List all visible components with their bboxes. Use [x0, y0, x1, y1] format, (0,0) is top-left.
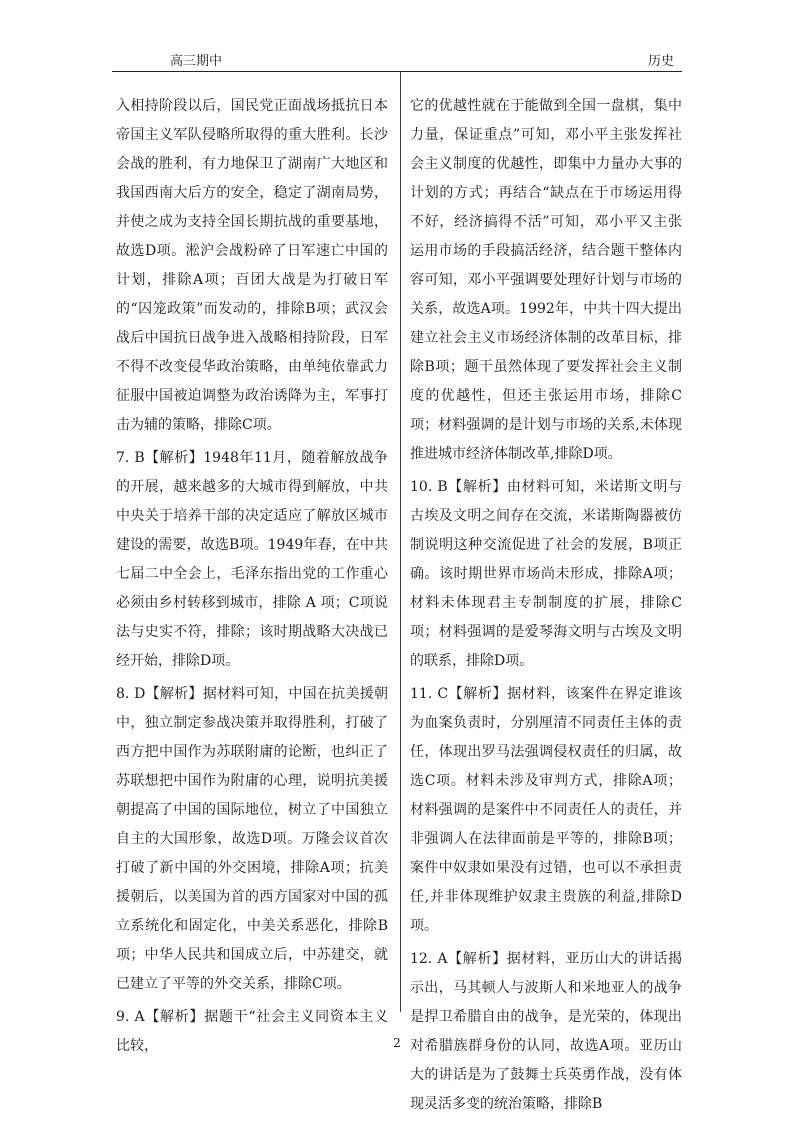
column-divider: [400, 72, 401, 1012]
right-column: [410, 92, 682, 1119]
answer-paragraph-9: 9. A【解析】据题干“社会主义同资本主义比较，: [116, 1009, 388, 1054]
page-header: [112, 50, 682, 70]
answer-paragraph-11: 11. C【解析】据材料，该案件在界定谁该为血案负责时，分别厘清不同责任主体的责任，体现出罗马法强调侵权责任的归属，故选C项。材料未涉及审判方式，排除A项；材料强调的是案件中不同责任人的责任，并非强调人在法律面前是平等的，排除B项；案件中奴隶如果没有过错，也可以不承担责任,并非体现维护奴隶主贵族的利益,排除D项。: [410, 686, 682, 934]
answer-paragraph-9-continued: 它的优越性就在于能做到全国一盘棋，集中力量，保证重点”可知，邓小平主张发挥社会主义制度的优越性，即集中力量办大事的计划的方式；再结合“缺点在于市场运用得不好，经济搞得不活”可知，邓小平又主张运用市场的手段搞活经济，结合题干整体内容可知，邓小平强调要处理好计划与市场的关系，故选A项。1992年，中共十四大提出建立社会主义市场经济体制的改革目标，排除B项；题干虽然体现了要发挥社会主义制度的优越性，但还主张运用市场，排除C项；材料强调的是计划与市场的关系,未体现推进城市经济体制改革,排除D项。: [410, 98, 682, 462]
page-number: 2: [393, 1036, 401, 1050]
answer-paragraph-8: 8. D【解析】据材料可知，中国在抗美援朝中，独立制定参战决策并取得胜利，打破了西方把中国作为苏联附庸的论断，也纠正了苏联想把中国作为附庸的心理，说明抗美援朝提高了中国的国际地位，树立了中国独立自主的大国形象，故选D项。万隆会议首次打破了新中国的外交困境，排除A项；抗美援朝后，以美国为首的西方国家对中国的孤立系统化和固定化，中美关系恶化，排除B项；中华人民共和国成立后，中苏建交，就已建立了平等的外交关系，排除C项。: [116, 686, 388, 992]
answer-paragraph-7: 7. B【解析】1948年11月，随着解放战争的开展，越来越多的大城市得到解放，中共中央关于培养干部的决定适应了解放区城市建设的需要，故选B项。1949年春，在中共七届二中全会上，毛泽东指出党的工作重心必须由乡村转移到城市，排除 A 项；C项说法与史实不符，排除；该时期战略大决战已经开始，排除D项。: [116, 450, 388, 669]
header-subject: 历史: [647, 54, 674, 69]
left-column: [116, 92, 388, 1061]
header-rule: [112, 71, 682, 72]
answer-paragraph-12: 12. A【解析】据材料，亚历山大的讲话揭示出，马其顿人与波斯人和米地亚人的战争是捍卫希腊自由的战争，是光荣的，体现出对希腊族群身份的认同，故选A项。亚历山大的讲话是为了鼓舞士兵英勇作战，没有体现灵活多变的统治策略，排除B: [410, 951, 682, 1112]
header-exam-title: 高三期中: [170, 54, 223, 69]
answer-paragraph-6-continued: 入相持阶段以后，国民党正面战场抵抗日本帝国主义军队侵略所取得的重大胜利。长沙会战的胜利，有力地保卫了湖南广大地区和我国西南大后方的安全，稳定了湖南局势，并使之成为支持全国长期抗战的重要基地，故选D项。淞沪会战粉碎了日军速亡中国的计划，排除A项；百团大战是为打破日军的“囚笼政策”而发动的，排除B项；武汉会战后中国抗日战争进入战略相持阶段，日军不得不改变侵华政治策略，由单纯依靠武力征服中国被迫调整为政治诱降为主，军事打击为辅的策略，排除C项。: [116, 98, 388, 433]
answer-paragraph-10: 10. B【解析】由材料可知，米诺斯文明与古埃及文明之间存在交流，米诺斯陶器被仿制说明这种交流促进了社会的发展，B项正确。该时期世界市场尚未形成，排除A项；材料未体现君主专制制度的扩展，排除C项；材料强调的是爱琴海文明与古埃及文明的联系，排除D项。: [410, 479, 682, 669]
